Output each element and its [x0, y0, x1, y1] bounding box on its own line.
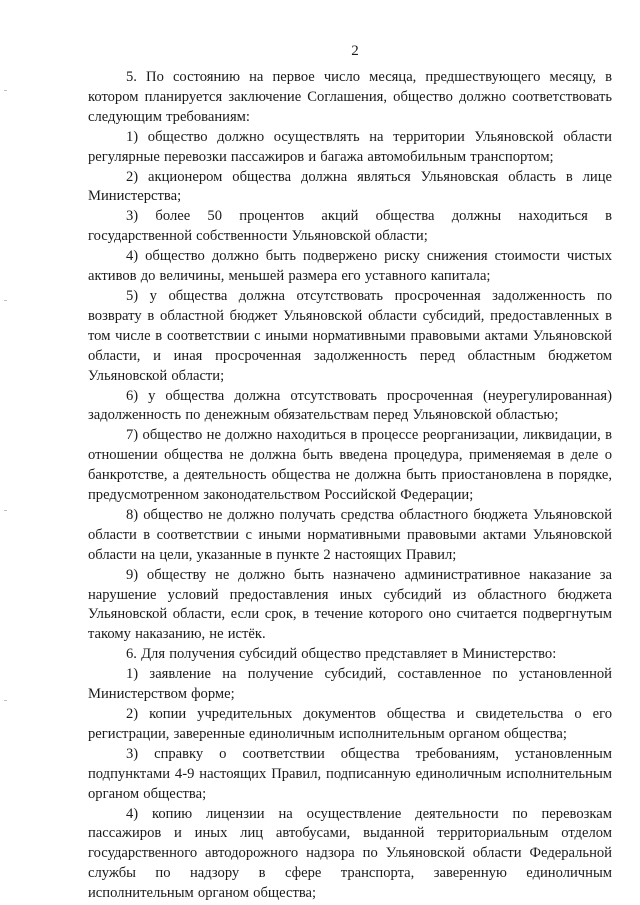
paragraph-5-9: 9) обществу не должно быть назначено административное наказание за нарушение условий предоставления иных субсидий из областного бюджета Ульяновской области, если срок, в течение которого оно считается подвергнутым такому наказанию, не истёк.	[88, 566, 612, 643]
paragraph-6-2: 2) копии учредительных документов общества и свидетельства о его регистрации, заверенные единоличным исполнительным органом общества;	[88, 706, 612, 742]
scan-margin-marks	[4, 90, 14, 850]
paragraph-6-3: 3) справку о соответствии общества требованиям, установленным подпунктами 4-9 настоящих Правил, подписанную единоличным исполнительным органом общества;	[88, 745, 612, 802]
paragraph-6: 6. Для получения субсидий общество представляет в Министерство:	[126, 646, 557, 663]
paragraph-5: 5. По состоянию на первое число месяца, предшествующего месяцу, в котором планируется заключение Соглашения, общество должно соответствовать следующим требованиям:	[88, 69, 612, 125]
document-body	[88, 68, 612, 904]
page-number: 2	[351, 43, 359, 59]
paragraph-5-8: 8) общество не должно получать средства областного бюджета Ульяновской области в соответствии с иными нормативными правовыми актами Ульяновской области на цели, указанные в пункте 2 настоящих Правил;	[88, 506, 612, 563]
paragraph-6-4: 4) копию лицензии на осуществление деятельности по перевозкам пассажиров и иных лиц автобусами, выданной территориальным отделом государственного автодорожного надзора по Ульяновской области Федеральной службы по надзору в сфере транспорта, заверенную единоличным исполнительным органом общества;	[88, 805, 612, 902]
paragraph-5-3: 3) более 50 процентов акций общества должны находиться в государственной собственности Ульяновской области;	[88, 208, 612, 245]
paragraph-5-5: 5) у общества должна отсутствовать просроченная задолженность по возврату в областной бюджет Ульяновской области субсидий, предоставленных в том числе в соответствии с иными нормативными правовыми актами Ульяновской области, и иная просроченная задолженность перед областным бюджетом Ульяновской области;	[88, 287, 612, 384]
paragraph-5-1: 1) общество должно осуществлять на территории Ульяновской области регулярные перевозки пассажиров и багажа автомобильным транспортом;	[88, 128, 612, 165]
paragraph-5-2: 2) акционером общества должна являться Ульяновская область в лице Министерства;	[88, 168, 612, 205]
paragraph-5-7: 7) общество не должно находиться в процессе реорганизации, ликвидации, в отношении общества не должна быть введена процедура, применяемая в деле о банкротстве, а деятельность общества не должна быть приостановлена в порядке, предусмотренном законодательством Российской Федерации;	[88, 427, 612, 504]
paragraph-5-6: 6) у общества должна отсутствовать просроченная (неурегулированная) задолженность по денежным обязательствам перед Ульяновской областью;	[88, 387, 612, 424]
paragraph-6-1: 1) заявление на получение субсидий, составленное по установленной Министерством форме;	[88, 666, 612, 703]
paragraph-5-4: 4) общество должно быть подвержено риску снижения стоимости чистых активов до величины, меньшей размера его уставного капитала;	[88, 248, 612, 285]
